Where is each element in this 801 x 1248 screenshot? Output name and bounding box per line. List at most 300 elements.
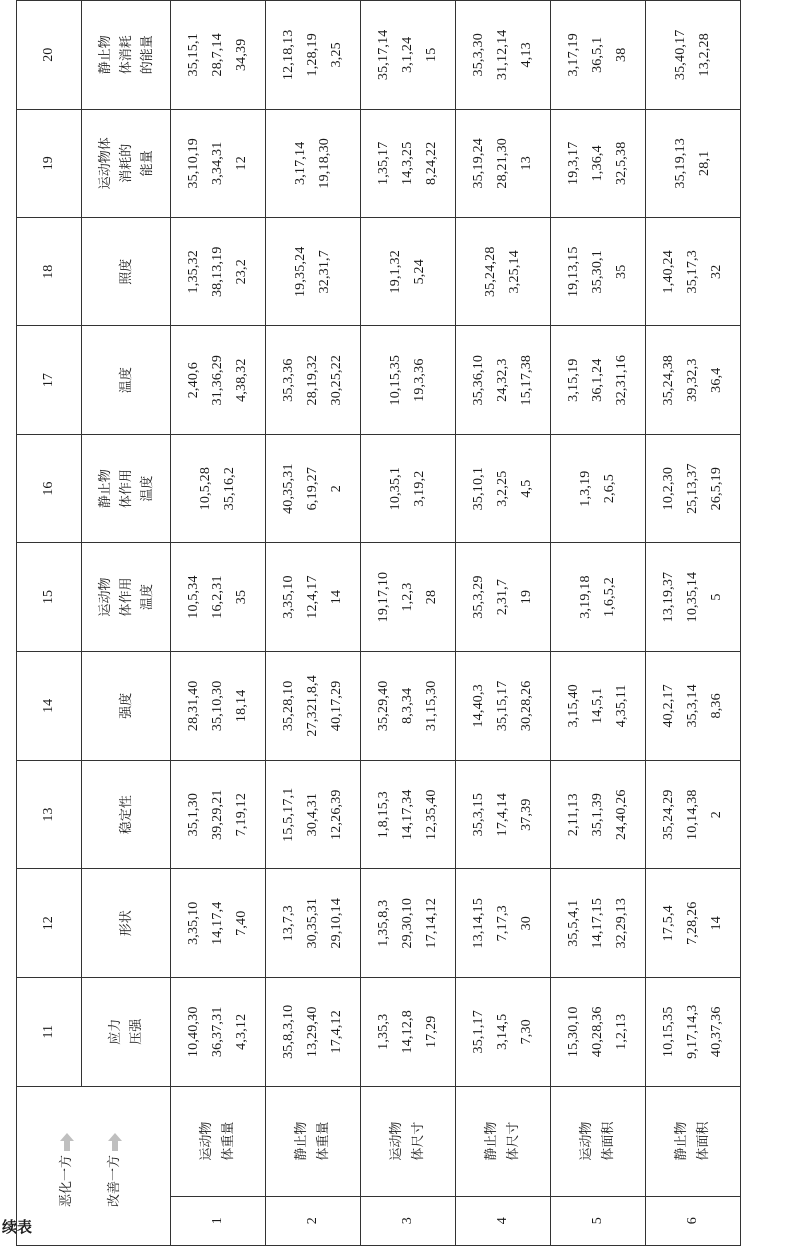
principle-numbers: 12 (234, 156, 249, 171)
principle-numbers: 14,17,34 (400, 789, 415, 840)
principle-cell (456, 218, 551, 326)
row-number (646, 1196, 741, 1245)
principle-numbers: 35,17,14 (376, 29, 391, 81)
principle-cell (361, 651, 456, 760)
parameter-name-line: 温度 (139, 584, 155, 611)
principle-numbers: 36,37,31 (210, 1006, 225, 1058)
principle-cell (361, 218, 456, 326)
principle-numbers: 3,34,31 (210, 141, 225, 185)
principle-cell (266, 326, 361, 434)
row-number (361, 1196, 456, 1245)
principle-numbers: 27,321,8,4 (305, 675, 320, 737)
principle-numbers: 10,40,30 (186, 1006, 201, 1058)
parameter-name-line: 静止物 (97, 469, 113, 509)
principle-numbers: 35,3,30 (471, 33, 486, 77)
column-number (17, 326, 82, 434)
principle-numbers: 8,3,34 (400, 687, 415, 724)
principle-cell (266, 651, 361, 760)
principle-numbers: 3,17,14 (293, 141, 308, 185)
principle-numbers: 3,2,25 (495, 470, 510, 507)
principle-numbers: 14 (329, 589, 344, 605)
row-number (456, 1196, 551, 1245)
principle-numbers: 2,11,13 (566, 793, 581, 837)
principle-numbers: 32,29,13 (614, 897, 629, 949)
principle-numbers: 3,35,10 (281, 575, 296, 619)
principle-cell (361, 760, 456, 869)
principle-numbers: 2 (709, 811, 724, 819)
principle-numbers: 1,35,17 (376, 141, 391, 185)
parameter-name-line: 的能量 (139, 35, 155, 75)
principle-cell (646, 326, 741, 434)
principle-cell (551, 1, 646, 110)
principle-numbers: 35,24,28 (483, 246, 498, 298)
row-name-line: 体尺寸 (411, 1121, 426, 1161)
principle-numbers: 1,36,4 (590, 145, 605, 182)
principle-numbers: 35,36,10 (471, 354, 486, 406)
principle-cell (646, 651, 741, 760)
principle-numbers: 7,30 (519, 1019, 534, 1045)
principle-numbers: 36,5,1 (590, 36, 605, 73)
principle-numbers: 29,30,10 (400, 897, 415, 949)
column-number (17, 434, 82, 542)
principle-cell (646, 977, 741, 1086)
parameter-name-line: 应力 (108, 1018, 123, 1045)
principle-numbers: 4,5 (519, 479, 534, 498)
principle-numbers: 40,28,36 (590, 1006, 605, 1058)
row-number (551, 1196, 646, 1245)
principle-numbers: 3,19,2 (412, 470, 427, 507)
principle-numbers: 3,14,5 (495, 1013, 510, 1050)
principle-numbers: 4,3,12 (234, 1013, 249, 1050)
principle-numbers: 24,40,26 (614, 789, 629, 840)
row-name-line: 体面积 (696, 1121, 711, 1161)
principle-numbers: 35 (614, 264, 629, 279)
column-parameter-name (82, 1, 171, 110)
principle-numbers: 13,2,28 (697, 33, 712, 77)
principle-numbers: 38,13,19 (210, 246, 225, 298)
principle-numbers: 4,13 (519, 42, 534, 68)
principle-numbers: 1,35,8,3 (376, 899, 391, 947)
principle-numbers: 9,17,14,3 (685, 1004, 700, 1059)
row-parameter-name (361, 1086, 456, 1196)
principle-cell (551, 869, 646, 977)
principle-cell (456, 326, 551, 434)
principle-numbers: 7,19,12 (234, 792, 249, 837)
row-number-text: 6 (685, 1217, 700, 1225)
principle-numbers: 32,31,16 (614, 354, 629, 406)
principle-numbers: 13,14,15 (471, 897, 486, 949)
principle-numbers: 14,5,1 (590, 687, 605, 724)
principle-numbers: 35,1,30 (186, 792, 201, 837)
principle-cell (171, 1, 266, 110)
principle-numbers: 35,5,4,1 (566, 899, 581, 947)
column-number-text: 12 (41, 916, 56, 931)
principle-numbers: 6,19,27 (305, 466, 320, 511)
column-number-text: 14 (41, 698, 56, 713)
principle-numbers: 1,8,15,3 (376, 791, 391, 839)
principle-cell (266, 434, 361, 542)
row-name-line: 运动物 (199, 1121, 214, 1161)
legend-improving-label: 改善一方 (107, 1154, 122, 1207)
principle-numbers: 35,15,1 (186, 33, 201, 77)
principle-numbers: 3,19,18 (578, 575, 593, 619)
column-parameter-name (82, 977, 171, 1086)
principle-cell (266, 109, 361, 217)
row-name-line: 静止物 (294, 1121, 309, 1161)
principle-numbers: 35,1,17 (471, 1010, 486, 1054)
principle-numbers: 13,29,40 (305, 1006, 320, 1058)
principle-cell (551, 543, 646, 651)
principle-cell (646, 869, 741, 977)
principle-numbers: 12,4,17 (305, 575, 320, 619)
principle-numbers: 35,10,19 (186, 138, 201, 189)
principle-numbers: 31,15,30 (424, 680, 439, 732)
principle-numbers: 28,19,32 (305, 354, 320, 406)
parameter-name-line: 温度 (118, 367, 134, 394)
principle-numbers: 15,5,17,1 (281, 787, 296, 842)
principle-numbers: 2,6,5 (602, 474, 617, 504)
column-number (17, 977, 82, 1086)
principle-numbers: 35,24,38 (661, 354, 676, 406)
principle-numbers: 1,40,24 (661, 250, 676, 294)
principle-numbers: 3,25,14 (507, 250, 522, 294)
row-number-text: 2 (305, 1217, 320, 1225)
principle-numbers: 1,35,32 (186, 250, 201, 294)
principle-numbers: 4,35,11 (614, 684, 629, 728)
principle-numbers: 19,1,32 (388, 250, 403, 294)
table-row (646, 1, 741, 1246)
principle-numbers: 15,17,38 (519, 354, 534, 406)
principle-numbers: 34,39 (234, 38, 249, 72)
principle-cell (361, 543, 456, 651)
principle-numbers: 31,36,29 (210, 354, 225, 406)
row-name-line: 运动物 (389, 1121, 404, 1161)
principle-cell (551, 760, 646, 869)
principle-cell (266, 1, 361, 110)
principle-numbers: 17,4,12 (329, 1010, 344, 1054)
principle-cell (361, 1, 456, 110)
principle-numbers: 3,15,19 (566, 358, 581, 402)
row-number-text: 3 (400, 1217, 415, 1225)
column-number-text: 16 (41, 481, 56, 496)
principle-numbers: 19,35,24 (293, 246, 308, 298)
table-row (266, 1, 361, 1246)
principle-numbers: 1,2,13 (614, 1013, 629, 1050)
principle-cell (456, 434, 551, 542)
principle-numbers: 30 (519, 916, 534, 931)
principle-numbers: 17,5,4 (661, 905, 676, 942)
principle-numbers: 1,3,19 (578, 470, 593, 507)
principle-cell (361, 977, 456, 1086)
legend-improving (103, 1133, 122, 1207)
principle-cell (171, 760, 266, 869)
parameter-name-line: 强度 (118, 692, 134, 719)
column-parameter-name (82, 760, 171, 869)
principle-numbers: 35,8,3,10 (281, 1004, 296, 1059)
principle-numbers: 1,2,3 (400, 582, 415, 612)
principle-numbers: 26,5,19 (709, 466, 724, 511)
principle-cell (361, 326, 456, 434)
principle-numbers: 2,31,7 (495, 578, 510, 616)
column-number-text: 11 (41, 1025, 56, 1039)
table-row (551, 1, 646, 1246)
column-number (17, 543, 82, 651)
principle-numbers: 39,29,21 (210, 789, 225, 840)
row-name-line: 运动物 (579, 1121, 594, 1161)
table-caption: 续表 (2, 1218, 33, 1236)
parameter-name-line: 运动物 (97, 577, 113, 617)
column-number-text: 18 (41, 264, 56, 279)
principle-numbers: 35,15,17 (495, 680, 510, 732)
principle-numbers: 13 (519, 156, 534, 171)
parameter-name-line: 体消耗 (118, 35, 134, 75)
principle-numbers: 35,28,10 (281, 680, 296, 732)
principle-numbers: 12,18,13 (281, 29, 296, 81)
principle-numbers: 17,4,14 (495, 792, 510, 837)
row-parameter-name (646, 1086, 741, 1196)
parameter-name-line: 形状 (118, 910, 134, 937)
principle-numbers: 35,10,30 (210, 680, 225, 732)
column-parameter-name (82, 869, 171, 977)
principle-numbers: 32,5,38 (614, 141, 629, 185)
arrow-head-icon (60, 1133, 74, 1141)
row-parameter-name (171, 1086, 266, 1196)
principle-cell (171, 434, 266, 542)
row-parameter-name (551, 1086, 646, 1196)
arrow-right-icon (64, 1141, 70, 1151)
parameter-name-line: 能量 (139, 150, 155, 177)
table-row (361, 1, 456, 1246)
principle-cell (646, 434, 741, 542)
principle-numbers: 2,40,6 (186, 362, 201, 399)
column-number (17, 869, 82, 977)
principle-numbers: 19,13,15 (566, 246, 581, 298)
contradiction-matrix-table (16, 0, 741, 1246)
column-number (17, 218, 82, 326)
principle-cell (646, 109, 741, 217)
row-number (266, 1196, 361, 1245)
principle-numbers: 23,2 (234, 259, 249, 285)
parameter-name-line: 压强 (129, 1018, 144, 1045)
principle-cell (646, 218, 741, 326)
parameter-name-line: 体作用 (118, 577, 134, 617)
principle-numbers: 19,18,30 (317, 138, 332, 189)
principle-numbers: 3,17,19 (566, 33, 581, 77)
principle-numbers: 36,4 (709, 367, 724, 393)
principle-numbers: 4,38,32 (234, 358, 249, 402)
principle-numbers: 10,5,28 (198, 466, 213, 511)
principle-cell (171, 651, 266, 760)
principle-numbers: 35,29,40 (376, 680, 391, 732)
principle-numbers: 19 (519, 589, 534, 605)
principle-numbers: 19,3,36 (412, 358, 427, 402)
column-number-text: 20 (41, 47, 56, 62)
principle-numbers: 32,31,7 (317, 250, 332, 294)
row-name-line: 静止物 (674, 1121, 689, 1161)
principle-cell (266, 543, 361, 651)
parameter-name-line: 体作用 (118, 469, 134, 509)
parameter-name-line: 照度 (118, 258, 134, 285)
principle-cell (171, 869, 266, 977)
principle-numbers: 37,39 (519, 798, 534, 831)
principle-numbers: 35,30,1 (590, 250, 605, 294)
principle-numbers: 30,28,26 (519, 680, 534, 732)
principle-numbers: 12,26,39 (329, 789, 344, 840)
row-name-line: 体尺寸 (506, 1121, 521, 1161)
principle-numbers: 28,31,40 (186, 680, 201, 732)
principle-cell (646, 1, 741, 110)
principle-numbers: 14 (709, 916, 724, 931)
column-number (17, 1, 82, 110)
principle-numbers: 35,3,14 (685, 684, 700, 728)
principle-numbers: 1,6,5,2 (602, 577, 617, 617)
principle-cell (646, 543, 741, 651)
principle-numbers: 38 (614, 47, 629, 62)
column-parameter-name (82, 218, 171, 326)
column-number (17, 760, 82, 869)
principle-numbers: 30,4,31 (305, 792, 320, 837)
principle-numbers: 5 (709, 593, 724, 601)
principle-numbers: 7,28,26 (685, 901, 700, 945)
principle-numbers: 28,7,14 (210, 33, 225, 77)
principle-numbers: 35,3,36 (281, 358, 296, 402)
principle-numbers: 35,24,29 (661, 789, 676, 840)
parameter-name-line: 运动物体 (97, 137, 113, 190)
principle-numbers: 40,37,36 (709, 1006, 724, 1058)
principle-numbers: 18,14 (234, 689, 249, 723)
principle-numbers: 28 (424, 589, 439, 605)
principle-numbers: 30,25,22 (329, 354, 344, 406)
column-number (17, 651, 82, 760)
principle-numbers: 28,21,30 (495, 138, 510, 189)
principle-numbers: 10,2,30 (661, 466, 676, 511)
parameter-name-line: 稳定性 (118, 795, 134, 835)
principle-numbers: 10,5,34 (186, 575, 201, 619)
principle-numbers: 17,14,12 (424, 897, 439, 949)
principle-cell (456, 543, 551, 651)
row-name-line: 静止物 (484, 1121, 499, 1161)
principle-cell (171, 326, 266, 434)
principle-cell (551, 434, 646, 542)
row-number (171, 1196, 266, 1245)
principle-numbers: 14,12,8 (400, 1010, 415, 1054)
principle-numbers: 40,2,17 (661, 684, 676, 728)
principle-numbers: 32 (709, 264, 724, 279)
principle-cell (456, 977, 551, 1086)
row-name-line: 体重量 (316, 1121, 331, 1161)
principle-numbers: 10,35,1 (388, 466, 403, 511)
principle-cell (456, 760, 551, 869)
principle-cell (361, 109, 456, 217)
row-parameter-name (266, 1086, 361, 1196)
legend-worsening-label: 恶化一方 (59, 1154, 74, 1207)
principle-cell (456, 109, 551, 217)
principle-cell (171, 218, 266, 326)
principle-cell (551, 218, 646, 326)
principle-cell (551, 109, 646, 217)
principle-numbers: 39,32,3 (685, 358, 700, 402)
principle-numbers: 25,13,37 (685, 463, 700, 514)
principle-numbers: 7,17,3 (495, 905, 510, 942)
principle-numbers: 35,3,15 (471, 792, 486, 837)
principle-cell (361, 434, 456, 542)
column-parameter-name (82, 109, 171, 217)
principle-numbers: 24,32,3 (495, 358, 510, 402)
principle-numbers: 10,14,38 (685, 789, 700, 840)
principle-numbers: 30,35,31 (305, 897, 320, 949)
column-number-text: 13 (41, 807, 56, 822)
row-number-text: 5 (590, 1217, 605, 1225)
row-number-text: 1 (210, 1217, 225, 1225)
principle-numbers: 10,35,14 (685, 571, 700, 623)
principle-numbers: 31,12,14 (495, 29, 510, 81)
principle-numbers: 8,36 (709, 693, 724, 719)
principle-numbers: 14,17,4 (210, 901, 225, 945)
principle-numbers: 12,35,40 (424, 789, 439, 840)
principle-numbers: 3,1,24 (400, 36, 415, 73)
principle-numbers: 10,15,35 (388, 354, 403, 406)
principle-cell (266, 977, 361, 1086)
principle-cell (646, 760, 741, 869)
principle-cell (171, 109, 266, 217)
parameter-name-line: 温度 (139, 475, 155, 502)
principle-cell (456, 869, 551, 977)
principle-numbers: 1,28,19 (305, 33, 320, 77)
column-parameter-name (82, 326, 171, 434)
principle-cell (171, 543, 266, 651)
principle-cell (456, 1, 551, 110)
corner-header (17, 1086, 171, 1245)
parameter-name-line: 消耗的 (118, 143, 134, 183)
principle-numbers: 14,40,3 (471, 684, 486, 728)
table-row (171, 1, 266, 1246)
principle-cell (551, 977, 646, 1086)
principle-numbers: 3,35,10 (186, 901, 201, 945)
principle-cell (171, 977, 266, 1086)
column-parameter-name (82, 651, 171, 760)
column-parameter-name (82, 543, 171, 651)
principle-numbers: 15,30,10 (566, 1006, 581, 1058)
principle-numbers: 3,15,40 (566, 684, 581, 728)
table-row (456, 1, 551, 1246)
row-name-line: 体面积 (601, 1121, 616, 1161)
principle-numbers: 15 (424, 47, 439, 62)
principle-numbers: 35,19,24 (471, 138, 486, 189)
principle-numbers: 19,17,10 (376, 571, 391, 623)
column-number-text: 19 (41, 156, 56, 171)
principle-numbers: 13,7,3 (281, 905, 296, 942)
principle-numbers: 35,1,39 (590, 792, 605, 837)
principle-numbers: 16,2,31 (210, 575, 225, 619)
principle-numbers: 36,1,24 (590, 358, 605, 402)
principle-cell (551, 326, 646, 434)
principle-numbers: 35,19,13 (673, 138, 688, 189)
principle-cell (266, 760, 361, 869)
principle-numbers: 10,15,35 (661, 1006, 676, 1058)
column-number (17, 109, 82, 217)
principle-numbers: 35 (234, 589, 249, 605)
legend-worsening (55, 1133, 74, 1207)
principle-numbers: 35,3,29 (471, 575, 486, 619)
principle-cell (361, 869, 456, 977)
principle-cell (266, 869, 361, 977)
row-parameter-name (456, 1086, 551, 1196)
principle-numbers: 14,3,25 (400, 141, 415, 185)
principle-numbers: 28,1 (697, 150, 712, 176)
principle-numbers: 17,29 (424, 1015, 439, 1049)
principle-numbers: 1,35,3 (376, 1013, 391, 1050)
principle-numbers: 40,35,31 (281, 463, 296, 514)
